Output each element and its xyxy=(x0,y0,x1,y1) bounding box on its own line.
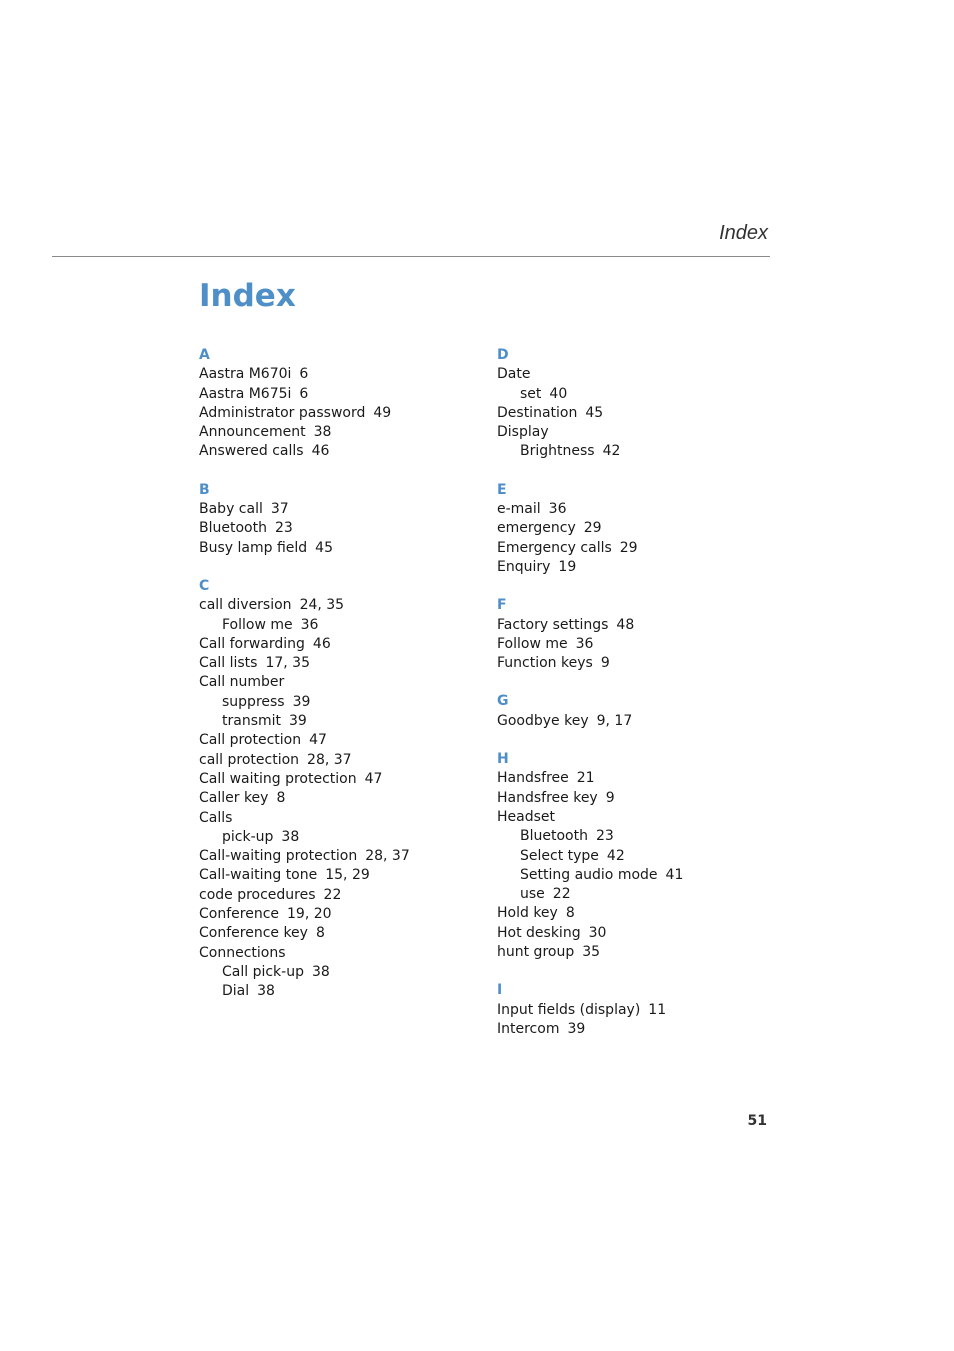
entry-term: Hold key xyxy=(497,905,558,922)
section-letter: H xyxy=(497,751,509,768)
index-entry xyxy=(199,866,479,885)
entry-page-refs: 42 xyxy=(606,847,625,864)
page-title: Index xyxy=(199,278,296,314)
page-number: 51 xyxy=(747,1113,767,1129)
entry-term: Call pick-up xyxy=(222,963,304,980)
index-entry xyxy=(199,365,479,384)
index-entry xyxy=(199,519,479,538)
index-entry xyxy=(497,404,777,423)
entry-page-refs: 46 xyxy=(312,635,331,652)
entry-term: Call waiting protection xyxy=(199,770,357,787)
entry-term: use xyxy=(520,886,545,903)
index-subentry xyxy=(497,885,777,904)
index-entry xyxy=(199,596,479,615)
index-entry xyxy=(497,769,777,788)
index-subentry xyxy=(497,827,777,846)
entry-page-refs: 30 xyxy=(588,924,607,941)
entry-page-refs: 29 xyxy=(583,520,602,537)
entry-page-refs: 28, 37 xyxy=(365,848,410,865)
index-subentry xyxy=(199,693,479,712)
entry-page-refs: 23 xyxy=(595,828,614,845)
index-section xyxy=(497,750,777,962)
entry-page-refs: 41 xyxy=(665,866,684,883)
entry-term: Follow me xyxy=(497,635,568,652)
entry-page-refs: 24, 35 xyxy=(299,597,345,614)
entry-term: Enquiry xyxy=(497,558,551,575)
entry-page-refs: 22 xyxy=(552,886,571,903)
entry-term: Conference key xyxy=(199,925,308,942)
entry-page-refs: 35 xyxy=(582,944,601,961)
entry-term: Call protection xyxy=(199,732,302,749)
entry-term: emergency xyxy=(497,520,576,537)
index-entry xyxy=(199,500,479,519)
section-letter: D xyxy=(497,347,509,363)
index-section xyxy=(497,346,777,462)
entry-page-refs: 46 xyxy=(311,443,330,460)
index-subentry xyxy=(497,847,777,866)
entry-term: Call number xyxy=(199,674,285,691)
index-entry xyxy=(497,943,777,962)
entry-page-refs: 17, 35 xyxy=(265,655,310,672)
entry-page-refs: 6 xyxy=(299,385,309,402)
entry-page-refs: 39 xyxy=(289,713,307,730)
entry-term: Setting audio mode xyxy=(520,866,658,883)
entry-page-refs: 49 xyxy=(373,404,392,421)
entry-page-refs: 36 xyxy=(300,616,319,633)
entry-page-refs: 37 xyxy=(270,501,289,518)
entry-term: call protection xyxy=(199,751,300,768)
entry-term: Dial xyxy=(222,983,250,1000)
index-entry xyxy=(497,423,777,442)
entry-term: Input fields (display) xyxy=(497,1001,641,1018)
entry-term: call diversion xyxy=(199,597,292,614)
index-entry xyxy=(199,442,479,461)
index-section xyxy=(199,481,479,558)
index-entry xyxy=(497,616,777,635)
entry-term: Bluetooth xyxy=(520,828,588,845)
entry-term: Hot desking xyxy=(497,924,581,941)
entry-page-refs: 8 xyxy=(565,905,575,922)
index-entry xyxy=(199,654,479,673)
entry-term: code procedures xyxy=(199,886,316,903)
entry-term: Busy lamp field xyxy=(199,539,308,556)
section-letter: F xyxy=(497,597,507,614)
index-entry xyxy=(199,770,479,789)
index-subentry xyxy=(199,982,479,1001)
entry-term: Emergency calls xyxy=(497,539,612,556)
index-entry xyxy=(497,904,777,923)
index-entry xyxy=(497,365,777,384)
entry-term: Announcement xyxy=(199,424,306,441)
entry-term: suppress xyxy=(222,693,285,710)
index-section xyxy=(199,346,479,462)
entry-page-refs: 6 xyxy=(299,366,309,383)
index-subentry xyxy=(497,385,777,404)
entry-page-refs: 38 xyxy=(313,424,332,441)
index-subentry xyxy=(199,712,479,731)
entry-page-refs: 39 xyxy=(567,1020,586,1037)
index-section xyxy=(497,692,777,731)
entry-term: Goodbye key xyxy=(497,712,589,729)
index-entry xyxy=(497,539,777,558)
index-section xyxy=(497,481,777,577)
index-entry xyxy=(199,635,479,654)
index-entry xyxy=(199,886,479,905)
index-entry xyxy=(497,789,777,808)
index-subentry xyxy=(199,828,479,847)
index-entry xyxy=(497,558,777,577)
index-entry xyxy=(497,500,777,519)
entry-page-refs: 15, 29 xyxy=(325,867,370,884)
entry-page-refs: 48 xyxy=(616,616,635,633)
entry-page-refs: 22 xyxy=(323,886,342,903)
entry-page-refs: 19, 20 xyxy=(287,906,332,923)
entry-page-refs: 9 xyxy=(605,789,615,806)
index-entry xyxy=(199,539,479,558)
entry-term: Intercom xyxy=(497,1020,560,1037)
entry-term: Display xyxy=(497,424,549,441)
index-subentry xyxy=(497,442,777,461)
entry-term: Aastra M675i xyxy=(199,385,292,402)
entry-term: Conference xyxy=(199,906,280,923)
entry-page-refs: 9 xyxy=(600,655,610,672)
entry-term: Call-waiting tone xyxy=(199,867,318,884)
entry-term: Connections xyxy=(199,944,286,961)
index-entry xyxy=(497,924,777,943)
index-column-right xyxy=(497,346,777,1058)
index-entry xyxy=(497,654,777,673)
section-letter: A xyxy=(199,347,210,363)
entry-term: Bluetooth xyxy=(199,520,267,537)
entry-page-refs: 19 xyxy=(558,558,577,575)
index-entry xyxy=(199,905,479,924)
index-section xyxy=(497,596,777,673)
section-letter: B xyxy=(199,481,210,498)
entry-term: Brightness xyxy=(520,443,595,460)
index-section xyxy=(199,577,479,1002)
entry-page-refs: 38 xyxy=(311,963,330,980)
section-letter: C xyxy=(199,577,210,594)
entry-page-refs: 8 xyxy=(315,925,325,942)
entry-term: Select type xyxy=(520,847,599,864)
entry-page-refs: 40 xyxy=(549,385,568,402)
entry-page-refs: 47 xyxy=(309,732,327,749)
section-letter: I xyxy=(497,982,503,999)
entry-term: hunt group xyxy=(497,944,575,961)
entry-page-refs: 38 xyxy=(281,828,300,845)
entry-term: Destination xyxy=(497,404,578,421)
entry-page-refs: 45 xyxy=(585,404,604,421)
entry-term: Call-waiting protection xyxy=(199,848,358,865)
index-entry xyxy=(497,519,777,538)
index-entry xyxy=(497,1001,777,1020)
entry-page-refs: 29 xyxy=(619,539,638,556)
entry-term: Follow me xyxy=(222,616,293,633)
entry-term: set xyxy=(520,385,542,402)
index-entry xyxy=(497,1020,777,1039)
index-column-left xyxy=(199,346,479,1021)
entry-page-refs: 39 xyxy=(292,693,311,710)
entry-term: Date xyxy=(497,366,531,383)
entry-term: Handsfree xyxy=(497,770,569,787)
index-subentry xyxy=(497,866,777,885)
entry-page-refs: 28, 37 xyxy=(307,751,352,768)
running-header-title: Index xyxy=(719,222,768,244)
entry-term: Baby call xyxy=(199,501,263,518)
index-subentry xyxy=(199,616,479,635)
index-entry xyxy=(497,808,777,827)
entry-page-refs: 47 xyxy=(364,770,383,787)
entry-page-refs: 42 xyxy=(602,443,621,460)
index-entry xyxy=(199,924,479,943)
entry-term: Answered calls xyxy=(199,443,304,460)
entry-term: Caller key xyxy=(199,790,269,807)
entry-term: Call forwarding xyxy=(199,635,305,652)
entry-term: e-mail xyxy=(497,501,541,518)
entry-term: Function keys xyxy=(497,655,593,672)
index-section xyxy=(497,981,777,1039)
index-entry xyxy=(199,404,479,423)
entry-term: transmit xyxy=(222,713,282,730)
section-letter: E xyxy=(497,481,507,498)
entry-term: Factory settings xyxy=(497,616,609,633)
entry-page-refs: 36 xyxy=(548,501,567,518)
entry-term: Aastra M670i xyxy=(199,366,292,383)
entry-page-refs: 9, 17 xyxy=(596,712,633,729)
entry-page-refs: 23 xyxy=(274,520,293,537)
header-rule xyxy=(52,256,770,257)
index-entry xyxy=(199,731,479,750)
index-entry xyxy=(497,712,777,731)
entry-page-refs: 45 xyxy=(315,539,333,556)
entry-term: Administrator password xyxy=(199,404,366,421)
index-entry xyxy=(199,385,479,404)
index-entry xyxy=(199,809,479,828)
index-entry xyxy=(199,789,479,808)
index-subentry xyxy=(199,963,479,982)
entry-term: Call lists xyxy=(199,655,258,672)
entry-term: Calls xyxy=(199,809,233,826)
entry-term: Headset xyxy=(497,808,556,825)
entry-term: Handsfree key xyxy=(497,789,598,806)
index-entry xyxy=(497,635,777,654)
entry-page-refs: 8 xyxy=(276,790,286,807)
entry-page-refs: 36 xyxy=(575,635,594,652)
index-entry xyxy=(199,847,479,866)
entry-page-refs: 11 xyxy=(648,1001,667,1018)
index-entry xyxy=(199,944,479,963)
index-entry xyxy=(199,423,479,442)
entry-page-refs: 21 xyxy=(576,770,595,787)
entry-page-refs: 38 xyxy=(257,983,275,1000)
entry-term: pick-up xyxy=(222,828,274,845)
index-entry xyxy=(199,751,479,770)
section-letter: G xyxy=(497,693,509,710)
index-entry xyxy=(199,673,479,692)
